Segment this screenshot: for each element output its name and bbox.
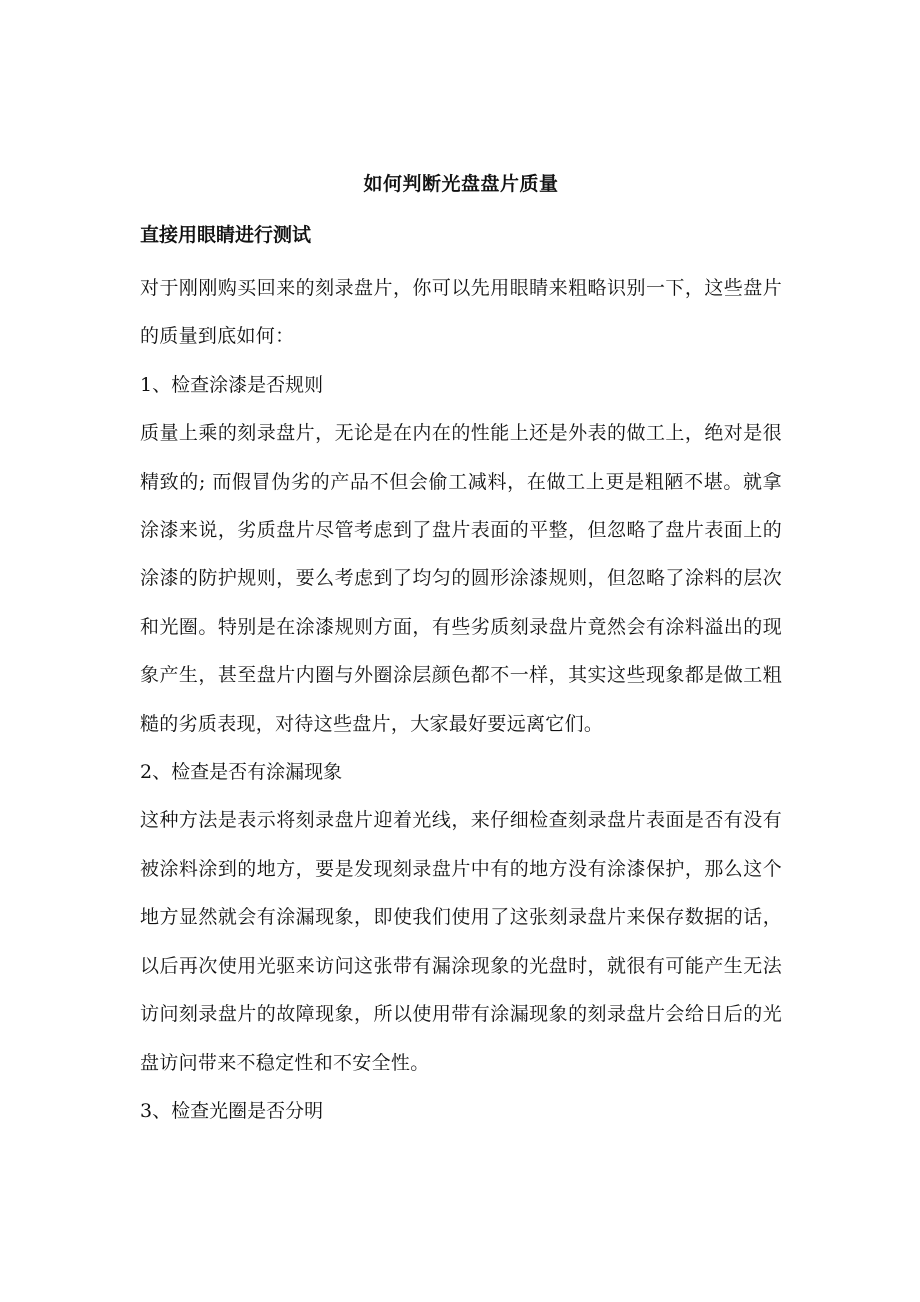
section-heading: 直接用眼睛进行测试 — [140, 224, 312, 246]
item-1-paragraph: 质量上乘的刻录盘片，无论是在内在的性能上还是外表的做工上，绝对是很精致的; 而假冒伪劣的产品不但会偷工减料，在做工上更是粗陋不堪。就拿涂漆来说，劣质盘片尽管考虑到了盘片表面的平整，但忽略了盘片表面上的涂漆的防护规则，要么考虑到了均匀的圆形涂漆规则，但忽略了涂料的层次和光圈。特别是在涂漆规则方面，有些劣质刻录盘片竟然会有涂料溢出的现象产生，甚至盘片内圈与外圈涂层颜色都不一样，其实这些现象都是做工粗糙的劣质表现，对待这些盘片，大家最好要远离它们。 — [140, 422, 782, 735]
item-1-heading: 1、检查涂漆是否规则 — [140, 373, 324, 396]
document-body — [140, 166, 782, 1135]
document-title: 如何判断光盘盘片质量 — [363, 173, 559, 195]
item-3-heading: 3、检查光圈是否分明 — [140, 1099, 324, 1122]
item-2-heading: 2、检查是否有涂漏现象 — [140, 761, 343, 784]
intro-paragraph: 对于刚刚购买回来的刻录盘片，你可以先用眼睛来粗略识别一下，这些盘片的质量到底如何： — [140, 277, 782, 348]
item-2-paragraph: 这种方法是表示将刻录盘片迎着光线，来仔细检查刻录盘片表面是否有没有被涂料涂到的地方，要是发现刻录盘片中有的地方没有涂漆保护，那么这个地方显然就会有涂漏现象，即使我们使用了这张刻录盘片来保存数据的话，以后再次使用光驱来访问这张带有漏涂现象的光盘时，就很有可能产生无法访问刻录盘片的故障现象，所以使用带有涂漏现象的刻录盘片会给日后的光盘访问带来不稳定性和不安全性。 — [140, 809, 782, 1074]
